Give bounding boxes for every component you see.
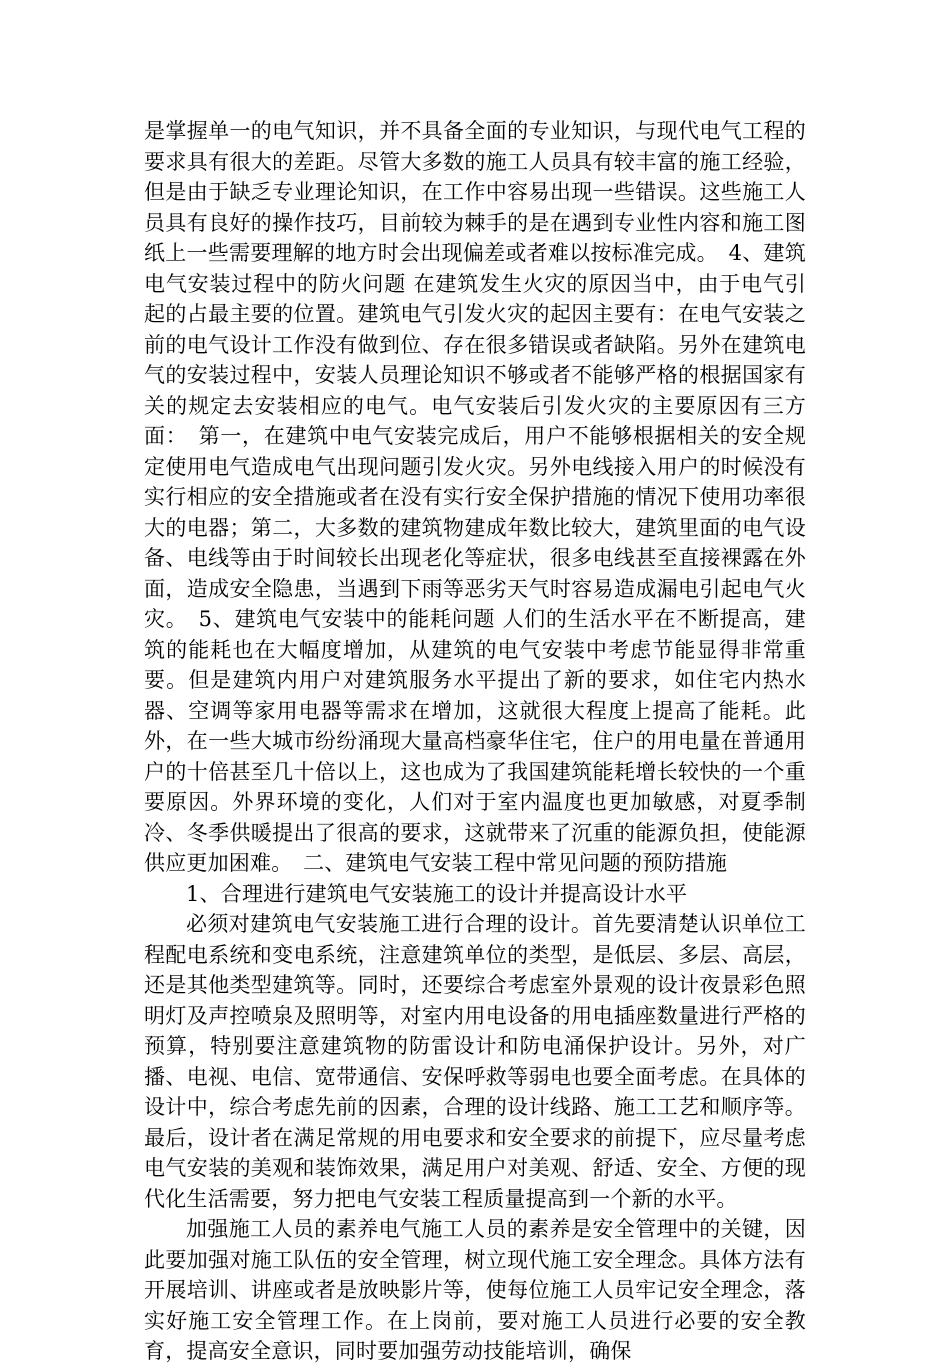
body-paragraph-3: 加强施工人员的素养电气施工人员的素养是安全管理中的关键，因此要加强对施工队伍的安全管理，树立现代施工安全理念。具体方法有开展培训、讲座或者是放映影片等，使每位施工人员牢记安全理念，落实好施工安全管理工作。在上岗前，要对施工人员进行必要的安全教育，提高安全意识，同时要加强劳动技能培训，确保 <box>144 1217 806 1363</box>
body-paragraph-1: 是掌握单一的电气知识，并不具备全面的专业知识，与现代电气工程的要求具有很大的差距。尽管大多数的施工人员具有较丰富的施工经验，但是由于缺乏专业理论知识，在工作中容易出现一些错误。这些施工人员具有良好的操作技巧，目前较为棘手的是在遇到专业性内容和施工图纸上一些需要理解的地方时会出现偏差或者难以按标准完成。 4、建筑电气安装过程中的防火问题 在建筑发生火灾的原因当中，由于电气引起的占最主要的位置。建筑电气引发火灾的起因主要有：在电气安装之前的电气设计工作没有做到位、存在很多错误或者缺陷。另外在建筑电气的安装过程中，安装人员理论知识不够或者不能够严格的根据国家有关的规定去安装相应的电气。电气安装后引发火灾的主要原因有三方面： 第一，在建筑中电气安装完成后，用户不能够根据相关的安全规定使用电气造成电气出现问题引发火灾。另外电线接入用户的时候没有实行相应的安全措施或者在没有实行安全保护措施的情况下使用功率很大的电器；第二，大多数的建筑物建成年数比较大，建筑里面的电气设备、电线等由于时间较长出现老化等症状，很多电线甚至直接裸露在外面，造成安全隐患，当遇到下雨等恶劣天气时容易造成漏电引起电气火灾。 5、建筑电气安装中的能耗问题 人们的生活水平在不断提高，建筑的能耗也在大幅度增加，从建筑的电气安装中考虑节能显得非常重要。但是建筑内用户对建筑服务水平提出了新的要求，如住宅内热水器、空调等家用电器等需求在增加，这就很大程度上提高了能耗。此外，在一些大城市纷纷涌现大量高档豪华住宅，住户的用电量在普通用户的十倍甚至几十倍以上，这也成为了我国建筑能耗增长较快的一个重要原因。外界环境的变化，人们对于室内温度也更加敏感，对夏季制冷、冬季供暖提出了很高的要求，这就带来了沉重的能源负担，使能源供应更加困难。 二、建筑电气安装工程中常见问题的预防措施 <box>144 119 806 875</box>
body-paragraph-2: 必须对建筑电气安装施工进行合理的设计。首先要清楚认识单位工程配电系统和变电系统，注意建筑单位的类型，是低层、多层、高层，还是其他类型建筑等。同时，还要综合考虑室外景观的设计夜景彩色照明灯及声控喷泉及照明等，对室内用电设备的用电插座数量进行严格的预算，特别要注意建筑物的防雷设计和防电涌保护设计。另外，对广播、电视、电信、宽带通信、安保呼救等弱电也要全面考虑。在具体的设计中，综合考虑先前的因素，合理的设计线路、施工工艺和顺序等。最后，设计者在满足常规的用电要求和安全要求的前提下，应尽量考虑电气安装的美观和装饰效果，满足用户对美观、舒适、安全、方便的现代化生活需要，努力把电气安装工程质量提高到一个新的水平。 <box>144 912 806 1211</box>
document-page <box>144 116 806 1367</box>
section-heading-1: 1、合理进行建筑电气安装施工的设计并提高设计水平 <box>186 881 688 906</box>
